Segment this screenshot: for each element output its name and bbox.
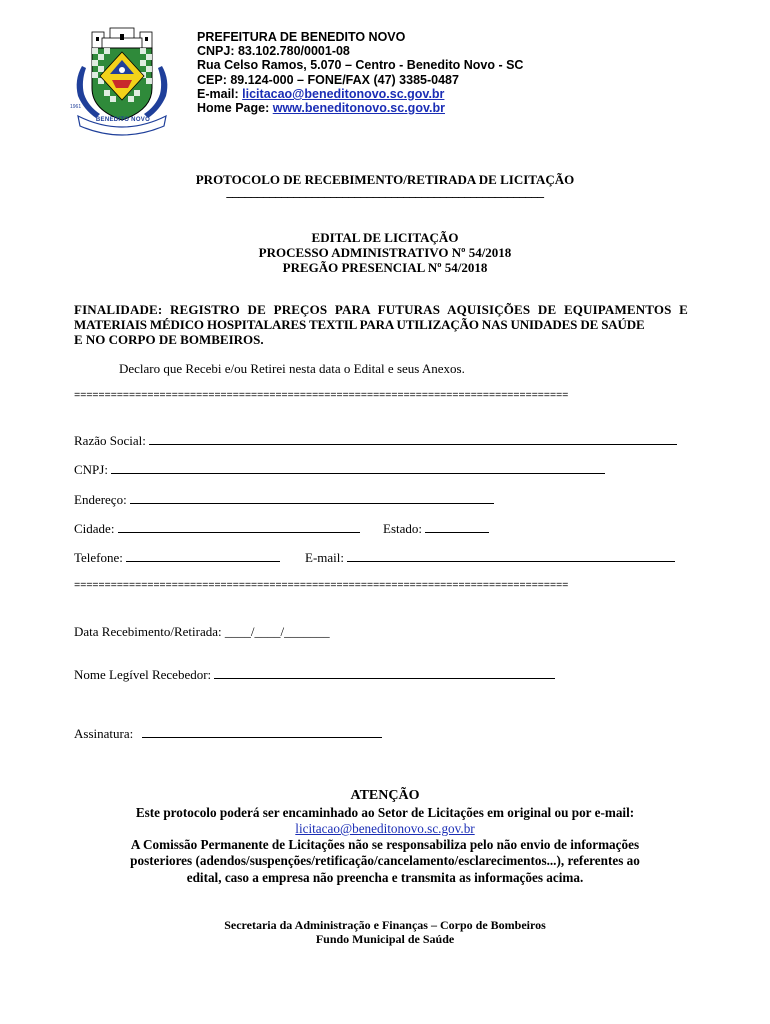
crest-ribbon-text: BENEDITO NOVO — [95, 117, 151, 123]
letterhead-homepage-line: Home Page: www.beneditonovo.sc.gov.br — [197, 101, 445, 116]
atencao-line-4: edital, caso a empresa não preencha e transmita as informações acima. — [186, 870, 584, 885]
cidade-blank[interactable] — [118, 521, 360, 533]
endereco-blank[interactable] — [130, 492, 494, 504]
atencao-line-1: Este protocolo poderá ser encaminhado ao Setor de Licitações em original ou por e-mail: — [135, 805, 635, 820]
letterhead-email-link[interactable]: licitacao@beneditonovo.sc.gov.br — [242, 86, 445, 101]
razao-social-blank[interactable] — [149, 433, 677, 445]
letterhead-email-line: E-mail: licitacao@beneditonovo.sc.gov.br — [197, 86, 445, 101]
endereco-label: Endereço: — [74, 492, 127, 507]
letterhead — [197, 30, 523, 115]
title-underline: ____________________________________________________ — [226, 184, 544, 199]
letterhead-address: Rua Celso Ramos, 5.070 – Centro - Benedito Novo - SC — [197, 58, 524, 73]
finalidade-line-2: MATERIAIS MÉDICO HOSPITALARES TEXTIL PARA UTILIZAÇÃO NAS UNIDADES DE SAÚDE — [74, 317, 645, 332]
telefone-label: Telefone: — [74, 550, 123, 565]
data-recebimento-field — [74, 624, 330, 640]
atencao-line-3: posteriores (adendos/suspenções/retificação/cancelamento/esclarecimentos...), referentes ao — [130, 853, 640, 868]
razao-social-field — [74, 433, 677, 449]
estado-label: Estado: — [383, 521, 422, 536]
separator-top: ================================================================================= — [74, 390, 569, 402]
cnpj-field — [74, 462, 605, 478]
separator-bottom: ================================================================================= — [74, 580, 569, 592]
cnpj-blank[interactable] — [111, 462, 605, 474]
letterhead-title: PREFEITURA DE BENEDITO NOVO — [197, 30, 406, 44]
estado-field — [383, 521, 489, 537]
letterhead-cnpj: CNPJ: 83.102.780/0001-08 — [197, 44, 350, 59]
document-title: PROTOCOLO DE RECEBIMENTO/RETIRADA DE LICITAÇÃO — [195, 172, 575, 187]
letterhead-homepage-link[interactable]: www.beneditonovo.sc.gov.br — [272, 101, 445, 116]
edital-heading: EDITAL DE LICITAÇÃO — [311, 230, 459, 245]
email-label: E-mail: — [305, 550, 344, 565]
letterhead-cep-phone: CEP: 89.124-000 – FONE/FAX (47) 3385-0487 — [197, 72, 459, 87]
nome-recebedor-field — [74, 667, 555, 683]
finalidade-line-1: FINALIDADE: REGISTRO DE PREÇOS PARA FUTURAS AQUISIÇÕES DE EQUIPAMENTOS E — [74, 302, 688, 317]
endereco-field — [74, 492, 494, 508]
telefone-field — [74, 550, 280, 566]
cidade-label: Cidade: — [74, 521, 115, 536]
telefone-blank[interactable] — [126, 550, 280, 562]
footer-line-1: Secretaria da Administração e Finanças – Corpo de Bombeiros — [224, 918, 546, 932]
crest-date: 1961 — [70, 104, 82, 110]
finalidade-paragraph — [74, 302, 688, 347]
edital-processo: PROCESSO ADMINISTRATIVO Nº 54/2018 — [258, 245, 512, 260]
atencao-line-2: A Comissão Permanente de Licitações não se responsabiliza pelo não envio de informações — [130, 837, 640, 852]
data-recebimento-label: Data Recebimento/Retirada: — [74, 624, 222, 639]
email-field — [305, 550, 675, 566]
assinatura-field — [74, 726, 382, 742]
declaration-text: Declaro que Recebi e/ou Retirei nesta data o Edital e seus Anexos. — [119, 361, 465, 376]
email-blank[interactable] — [347, 550, 675, 562]
atencao-heading: ATENÇÃO — [350, 788, 420, 803]
atencao-email-link[interactable]: licitacao@beneditonovo.sc.gov.br — [295, 821, 475, 836]
assinatura-label: Assinatura: — [74, 726, 134, 741]
data-recebimento-blank[interactable]: ____/____/_______ — [224, 624, 330, 639]
edital-pregao: PREGÃO PRESENCIAL Nº 54/2018 — [282, 260, 488, 275]
estado-blank[interactable] — [425, 521, 489, 533]
cnpj-label: CNPJ: — [74, 462, 108, 477]
razao-social-label: Razão Social: — [74, 433, 146, 448]
footer-line-2: Fundo Municipal de Saúde — [315, 932, 455, 946]
nome-recebedor-blank[interactable] — [214, 667, 555, 679]
assinatura-blank[interactable] — [142, 726, 382, 738]
finalidade-line-3: E NO CORPO DE BOMBEIROS. — [74, 332, 264, 347]
cidade-field — [74, 521, 360, 537]
nome-recebedor-label: Nome Legível Recebedor: — [74, 667, 212, 682]
